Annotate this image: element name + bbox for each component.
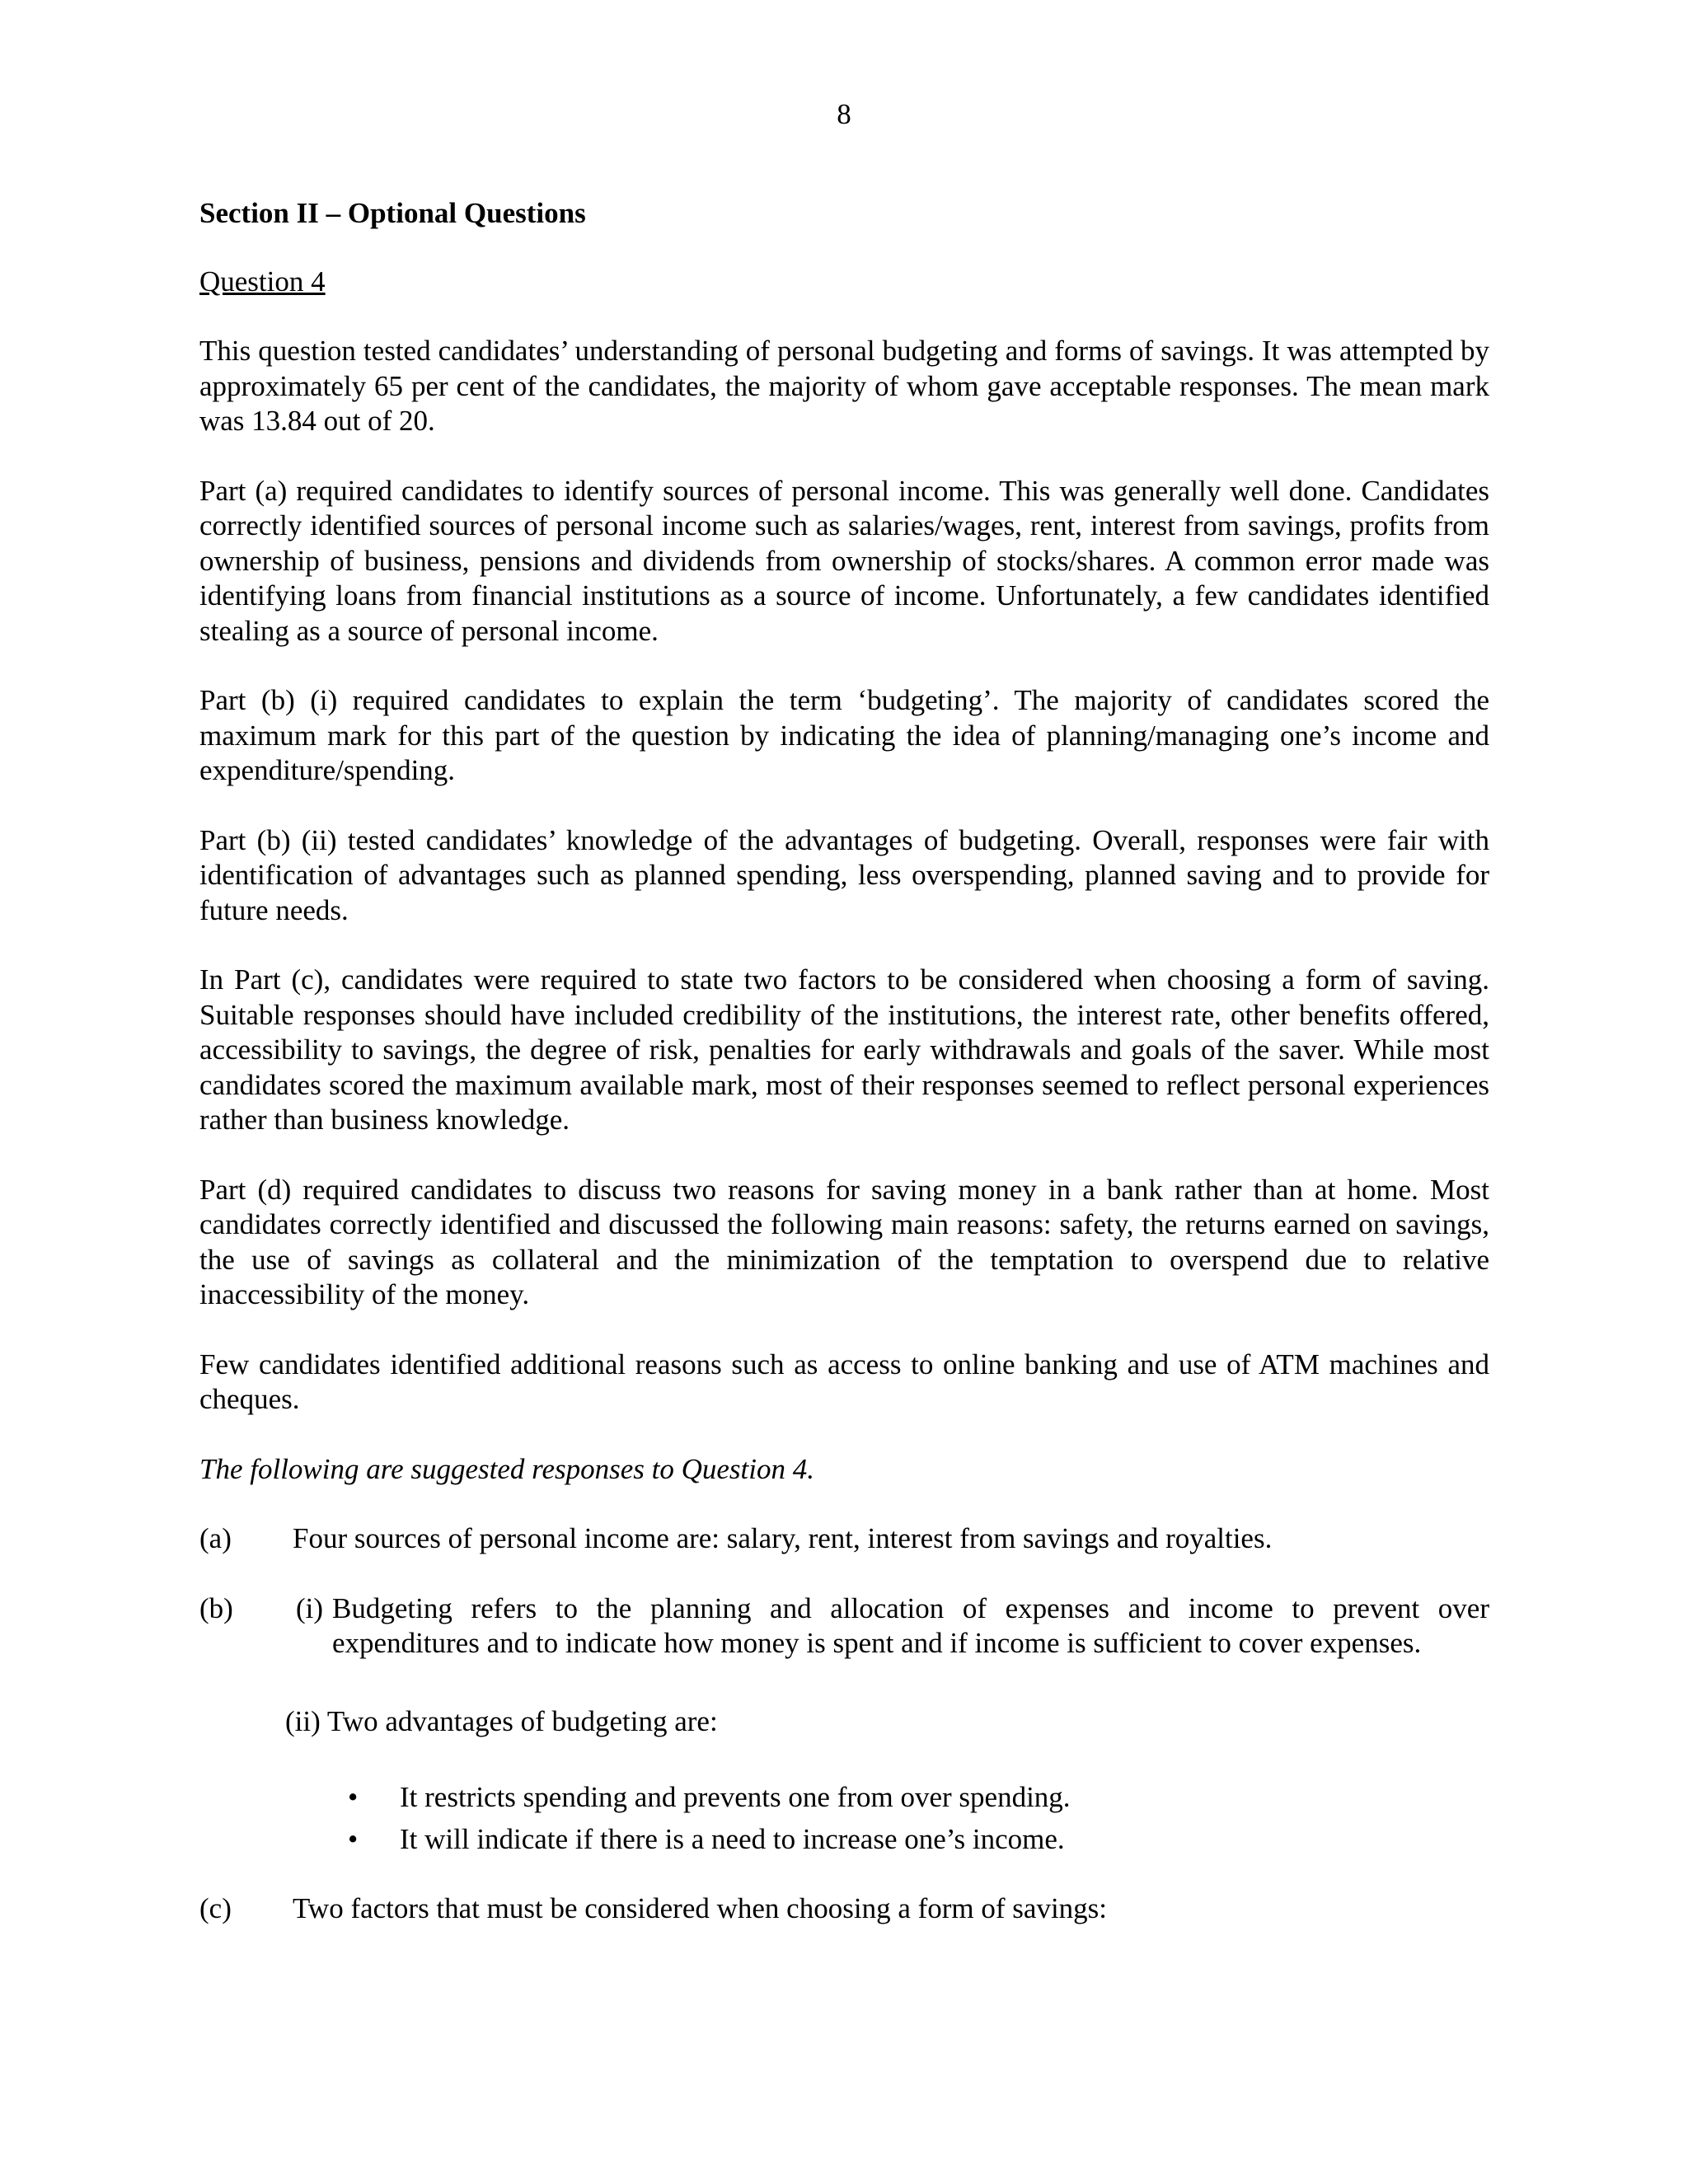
paragraph-additional: Few candidates identified additional reasons such as access to online banking and use of ATM machines and cheques. xyxy=(199,1347,1489,1415)
document-body xyxy=(199,196,1489,1961)
paragraph-part-b-i: Part (b) (i) required candidates to explain the term ‘budgeting’. The majority of candidates scored the maximum mark for this part of the question by indicating the idea of planning/managing one’s income and expenditure/spending. xyxy=(199,684,1489,786)
list-item-text: It restricts spending and prevents one from over spending. xyxy=(400,1781,1071,1813)
answer-a xyxy=(199,1521,1489,1557)
answer-a-letter: (a) xyxy=(199,1522,232,1554)
list-item-text: It will indicate if there is a need to increase one’s income. xyxy=(400,1822,1065,1855)
suggested-responses-intro: The following are suggested responses to Question 4. xyxy=(199,1452,814,1485)
answer-c xyxy=(199,1891,1489,1927)
page-number: 8 xyxy=(837,98,851,130)
answer-a-text: Four sources of personal income are: salary, rent, interest from savings and royalties. xyxy=(293,1522,1273,1554)
answer-b-letter: (b) xyxy=(199,1591,233,1624)
paragraph-part-d: Part (d) required candidates to discuss two reasons for saving money in a bank rather than at home. Most candidates correctly identified and discussed the following main reasons: safety, the returns earned on savings, the use of savings as collateral and the minimization of the temptation to overspend due to relative inaccessibility of the money. xyxy=(199,1173,1489,1310)
section-title: Section II – Optional Questions xyxy=(199,197,586,229)
paragraph-part-b-ii: Part (b) (ii) tested candidates’ knowledge of the advantages of budgeting. Overall, responses were fair with identification of advantages such as planned spending, less overspending, planned saving and to provide for future needs. xyxy=(199,823,1489,926)
answer-b-ii-label: (ii) xyxy=(285,1704,321,1737)
question-label: Question 4 xyxy=(199,265,326,298)
bullet-icon: • xyxy=(348,1822,359,1855)
answer-b-body xyxy=(293,1591,1489,1661)
paragraph-part-c: In Part (c), candidates were required to state two factors to be considered when choosing a form of saving. Suitable responses should have included credibility of the institutions, the interest rate, other benefits offered, accessibility to savings, the degree of risk, penalties for early withdrawals and goals of the saver. While most candidates scored the maximum available mark, most of their responses seemed to reflect personal experiences rather than business knowledge. xyxy=(199,963,1489,1136)
answer-c-letter: (c) xyxy=(199,1892,232,1924)
answer-b-ii-text: Two advantages of budgeting are: xyxy=(326,1704,718,1737)
answer-b-i xyxy=(293,1591,1489,1661)
paragraph-part-a: Part (a) required candidates to identify sources of personal income. This was generally well done. Candidates correctly identified sources of personal income such as salaries/wages, rent, interest from savings, profits from ownership of business, pensions and dividends from ownership of stocks/shares. A common error made was identifying loans from financial institutions as a source of income. Unfortunately, a few candidates identified stealing as a source of personal income. xyxy=(199,474,1489,647)
answer-b-i-label: (i) xyxy=(296,1591,324,1624)
list-item xyxy=(348,1822,1489,1858)
paragraph-overview: This question tested candidates’ understanding of personal budgeting and forms of savings. It was attempted by approximately 65 per cent of the candidates, the majority of whom gave acceptable responses. The mean mark was 13.84 out of 20. xyxy=(199,335,1489,437)
answer-b-ii xyxy=(285,1704,1489,1740)
list-item xyxy=(348,1780,1489,1816)
answer-c-text: Two factors that must be considered when choosing a form of savings: xyxy=(293,1892,1108,1924)
answer-b xyxy=(199,1591,1489,1661)
answer-b-i-text: Budgeting refers to the planning and allocation of expenses and income to prevent over expenditures and to indicate how money is spent and if income is sufficient to cover expenses. xyxy=(332,1591,1489,1659)
bullet-icon: • xyxy=(348,1781,359,1813)
advantages-list xyxy=(199,1780,1489,1857)
